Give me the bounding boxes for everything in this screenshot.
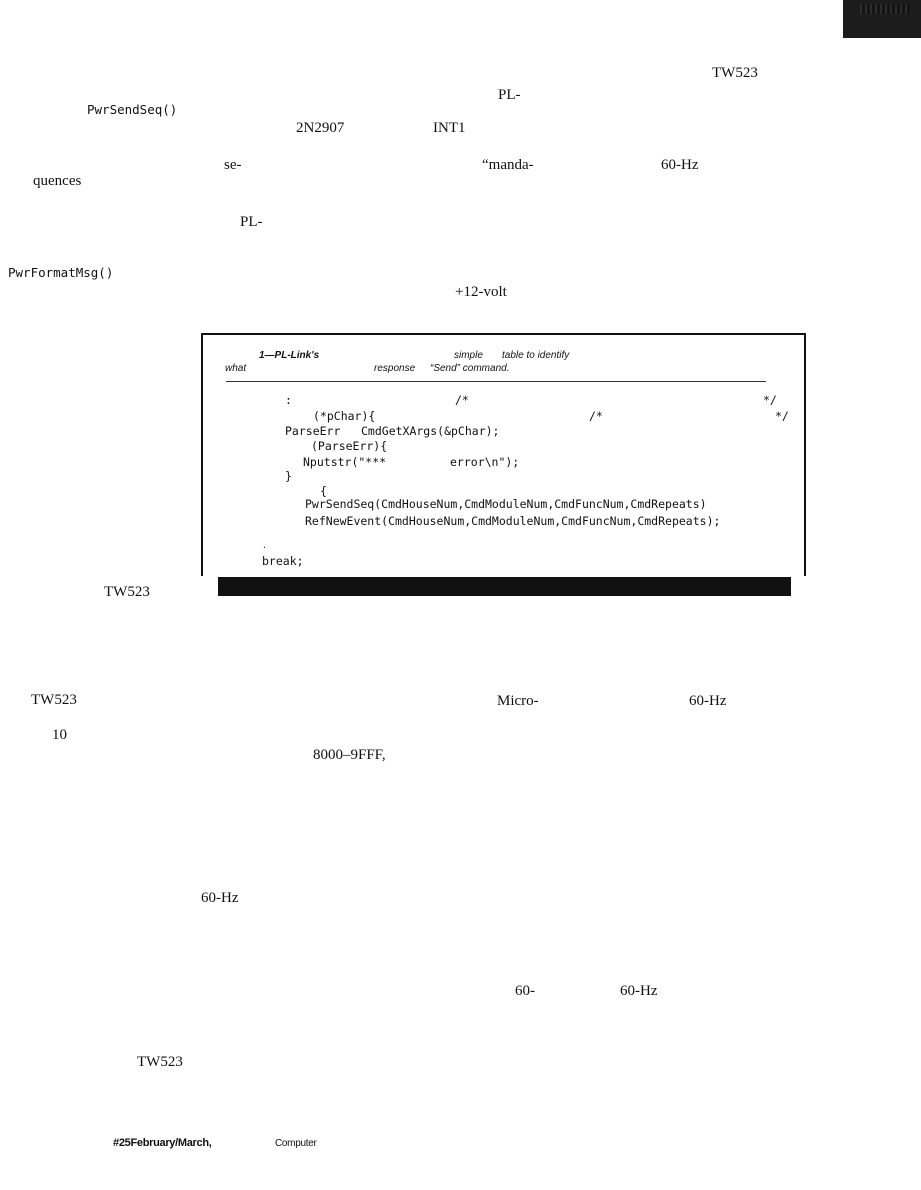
text-60hz: 60-Hz	[661, 157, 699, 173]
code-dot: .	[262, 541, 267, 550]
listing-caption-simple: simple	[454, 350, 483, 361]
text-int1: INT1	[433, 120, 466, 136]
text-10: 10	[52, 727, 67, 743]
listing-bottom-bar	[218, 577, 791, 596]
listing-caption-rule	[226, 381, 766, 382]
text-manda: “manda-	[482, 157, 534, 173]
code-comment-open: /*	[589, 409, 603, 423]
code-open-brace: {	[320, 484, 327, 498]
code-refnewevent-call: RefNewEvent(CmdHouseNum,CmdModuleNum,CmdFuncNum,CmdRepeats);	[305, 514, 721, 528]
code-comment-open: /*	[455, 393, 469, 407]
text-address-range: 8000–9FFF,	[313, 747, 386, 763]
code-if-expression: (ParseErr){	[311, 439, 388, 453]
text-pl: PL-	[240, 214, 263, 230]
text-se: se-	[224, 157, 242, 173]
listing-caption-label: 1—PL-Link's	[259, 350, 320, 361]
listing-caption-table: table to identify	[502, 350, 570, 361]
text-60: 60-	[515, 983, 535, 999]
text-pwrformatmsg: PwrFormatMsg()	[8, 265, 114, 280]
code-close-brace: }	[285, 469, 292, 483]
text-micro: Micro-	[497, 693, 539, 709]
code-switch-expression: (*pChar){	[313, 409, 376, 423]
code-error-string: error\n");	[450, 455, 520, 469]
code-pwrsendseq-call: PwrSendSeq(CmdHouseNum,CmdModuleNum,CmdFuncNum,CmdRepeats)	[305, 497, 707, 511]
listing-caption-response: response	[374, 363, 416, 374]
text-tw523: TW523	[137, 1054, 183, 1070]
text-60hz: 60-Hz	[201, 890, 239, 906]
text-pwrsendseq: PwrSendSeq()	[87, 102, 178, 117]
code-colon: :	[285, 393, 292, 407]
code-break: break;	[262, 554, 304, 568]
code-parse-err: ParseErr	[285, 424, 341, 438]
text-quences: quences	[33, 173, 82, 189]
code-get-args: CmdGetXArgs(&pChar);	[361, 424, 500, 438]
footer-issue: #25February/March,	[113, 1137, 212, 1149]
text-tw523: TW523	[712, 65, 758, 81]
code-nputstr: Nputstr("***	[303, 455, 387, 469]
text-12-volt: +12-volt	[455, 284, 507, 300]
listing-caption-what: what	[225, 363, 247, 374]
text-tw523: TW523	[104, 584, 150, 600]
text-60hz: 60-Hz	[620, 983, 658, 999]
code-comment-close: */	[763, 393, 777, 407]
code-comment-close: */	[775, 409, 789, 423]
text-tw523: TW523	[31, 692, 77, 708]
text-2n2907: 2N2907	[296, 120, 345, 136]
page-corner-speckle	[860, 4, 910, 14]
text-60hz: 60-Hz	[689, 693, 727, 709]
listing-caption-send: “Send” command.	[430, 363, 510, 374]
text-pl: PL-	[498, 87, 521, 103]
footer-computer: Computer	[275, 1138, 317, 1149]
